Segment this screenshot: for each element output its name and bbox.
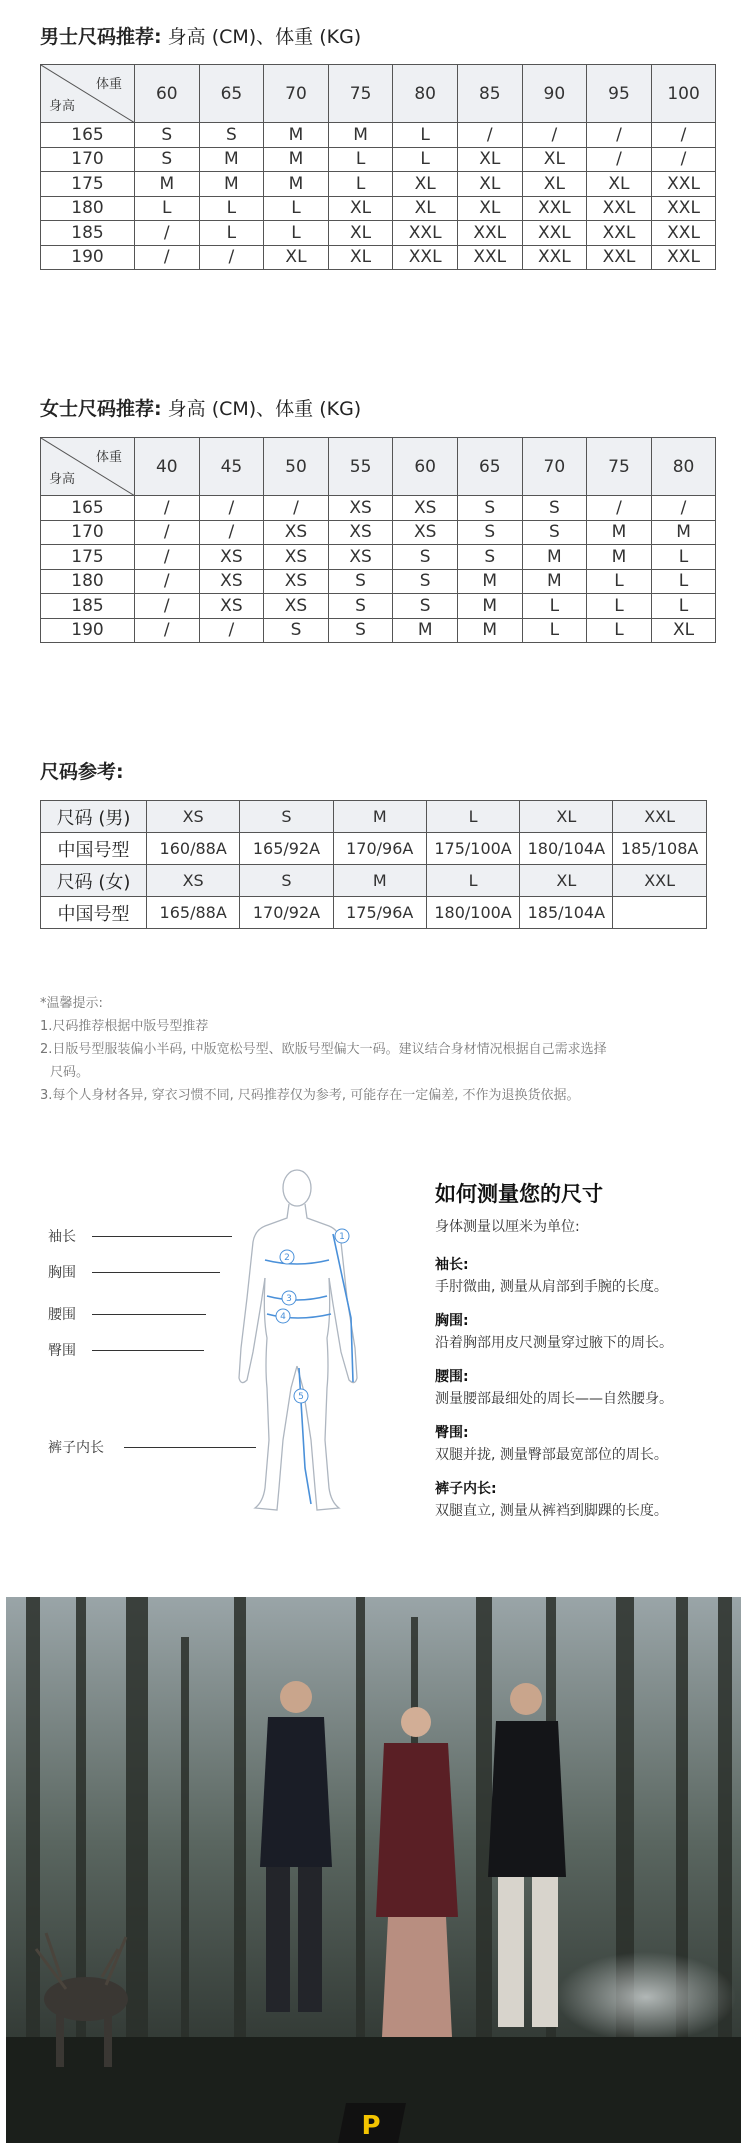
size-cell: L bbox=[651, 545, 716, 570]
ref-cell: 180/104A bbox=[520, 833, 613, 865]
size-cell: / bbox=[651, 496, 716, 521]
size-cell: XXL bbox=[651, 221, 716, 246]
ref-cell: 185/104A bbox=[520, 897, 613, 929]
ref-cell: S bbox=[240, 801, 333, 833]
weight-header: 85 bbox=[457, 65, 522, 123]
leader-line bbox=[92, 1350, 204, 1351]
ref-cell bbox=[613, 897, 706, 929]
size-cell: M bbox=[651, 520, 716, 545]
height-axis-label: 身高 bbox=[49, 472, 76, 487]
size-cell: M bbox=[457, 594, 522, 619]
size-cell: / bbox=[587, 496, 652, 521]
measure-title: 如何测量您的尺寸 bbox=[435, 1182, 603, 1206]
marker-2: 2 bbox=[284, 1253, 290, 1263]
ref-cell: M bbox=[333, 801, 426, 833]
table-row bbox=[41, 196, 716, 221]
size-cell: S bbox=[393, 545, 458, 570]
tips-section bbox=[40, 992, 607, 1107]
size-cell: XS bbox=[199, 594, 264, 619]
ref-cell: 170/92A bbox=[240, 897, 333, 929]
weight-header: 40 bbox=[135, 438, 200, 496]
height-label: 180 bbox=[41, 569, 135, 594]
weight-header: 90 bbox=[522, 65, 587, 123]
table-row bbox=[41, 147, 716, 172]
measure-item-desc: 测量腰部最细处的周长——自然腰身。 bbox=[435, 1391, 673, 1407]
women-size-heading: 女士尺码推荐: 身高 (CM)、体重 (KG) bbox=[40, 398, 362, 420]
size-cell: XS bbox=[328, 520, 393, 545]
table-row bbox=[41, 801, 707, 833]
ref-cell: L bbox=[426, 801, 519, 833]
weight-header: 75 bbox=[328, 65, 393, 123]
measure-item-name: 腰围: bbox=[435, 1369, 469, 1385]
label-inseam: 裤子内长 bbox=[48, 1440, 104, 1456]
size-cell: / bbox=[587, 147, 652, 172]
table-row bbox=[41, 520, 716, 545]
marker-3: 3 bbox=[286, 1294, 292, 1304]
weight-header: 60 bbox=[135, 65, 200, 123]
size-cell: L bbox=[328, 172, 393, 197]
table-row bbox=[41, 833, 707, 865]
size-cell: / bbox=[135, 245, 200, 270]
size-cell: / bbox=[135, 496, 200, 521]
size-cell: S bbox=[135, 147, 200, 172]
size-cell: XL bbox=[393, 172, 458, 197]
weight-header: 50 bbox=[264, 438, 329, 496]
ref-cell: M bbox=[333, 865, 426, 897]
size-cell: M bbox=[328, 123, 393, 148]
height-label: 185 bbox=[41, 221, 135, 246]
size-cell: XS bbox=[264, 594, 329, 619]
size-cell: XS bbox=[199, 545, 264, 570]
size-cell: S bbox=[199, 123, 264, 148]
marker-4: 4 bbox=[280, 1312, 286, 1322]
size-cell: S bbox=[135, 123, 200, 148]
label-waist: 腰围 bbox=[48, 1307, 76, 1323]
height-label: 165 bbox=[41, 123, 135, 148]
size-cell: / bbox=[457, 123, 522, 148]
height-label: 170 bbox=[41, 147, 135, 172]
size-cell: L bbox=[135, 196, 200, 221]
measure-item-name: 裤子内长: bbox=[435, 1481, 497, 1497]
size-cell: XL bbox=[457, 196, 522, 221]
ref-cell: 175/100A bbox=[426, 833, 519, 865]
size-cell: M bbox=[199, 147, 264, 172]
size-cell: S bbox=[393, 569, 458, 594]
weight-header: 70 bbox=[522, 438, 587, 496]
size-reference-table bbox=[40, 800, 707, 929]
height-label: 185 bbox=[41, 594, 135, 619]
tip-line: 3.每个人身材各异, 穿衣习惯不同, 尺码推荐仅为参考, 可能存在一定偏差, 不作为退换货依据。 bbox=[40, 1088, 580, 1103]
size-cell: / bbox=[651, 123, 716, 148]
size-cell: L bbox=[587, 618, 652, 643]
size-cell: XS bbox=[264, 569, 329, 594]
table-corner-cell bbox=[41, 65, 135, 123]
weight-header: 55 bbox=[328, 438, 393, 496]
size-cell: XL bbox=[328, 196, 393, 221]
size-cell: XL bbox=[522, 172, 587, 197]
size-cell: L bbox=[264, 196, 329, 221]
leader-line bbox=[92, 1314, 206, 1315]
ref-row-label: 中国号型 bbox=[41, 833, 147, 865]
measure-item-desc: 手肘微曲, 测量从肩部到手腕的长度。 bbox=[435, 1279, 668, 1295]
table-row bbox=[41, 172, 716, 197]
men-size-table bbox=[40, 64, 716, 270]
table-row bbox=[41, 123, 716, 148]
brand-logo bbox=[338, 2103, 406, 2143]
height-label: 190 bbox=[41, 245, 135, 270]
size-cell: XL bbox=[264, 245, 329, 270]
ref-cell: XXL bbox=[613, 865, 706, 897]
size-cell: M bbox=[264, 147, 329, 172]
size-cell: L bbox=[393, 123, 458, 148]
height-label: 175 bbox=[41, 172, 135, 197]
weight-header: 65 bbox=[199, 65, 264, 123]
size-cell: XS bbox=[393, 520, 458, 545]
size-cell: L bbox=[199, 196, 264, 221]
size-cell: / bbox=[587, 123, 652, 148]
size-cell: XXL bbox=[522, 245, 587, 270]
ref-cell: XS bbox=[147, 801, 240, 833]
measure-item-desc: 双腿并拢, 测量臀部最宽部位的周长。 bbox=[435, 1447, 668, 1463]
ref-cell: 165/88A bbox=[147, 897, 240, 929]
size-cell: M bbox=[457, 618, 522, 643]
size-cell: XL bbox=[393, 196, 458, 221]
size-cell: XXL bbox=[393, 245, 458, 270]
size-cell: M bbox=[264, 172, 329, 197]
size-cell: M bbox=[199, 172, 264, 197]
size-cell: / bbox=[135, 545, 200, 570]
svg-text:P: P bbox=[361, 2111, 381, 2141]
tip-line: 尺码。 bbox=[50, 1065, 90, 1080]
weight-header: 100 bbox=[651, 65, 716, 123]
measure-item-name: 袖长: bbox=[435, 1257, 469, 1273]
ref-row-label: 尺码 (男) bbox=[41, 801, 147, 833]
ref-cell: XXL bbox=[613, 801, 706, 833]
height-label: 180 bbox=[41, 196, 135, 221]
ref-cell: 160/88A bbox=[147, 833, 240, 865]
size-cell: S bbox=[393, 594, 458, 619]
measure-item-desc: 沿着胸部用皮尺测量穿过腋下的周长。 bbox=[435, 1335, 673, 1351]
table-row bbox=[41, 865, 707, 897]
size-cell: / bbox=[135, 594, 200, 619]
size-cell: XS bbox=[199, 569, 264, 594]
measure-item-name: 臀围: bbox=[435, 1425, 469, 1441]
forest-models-photo bbox=[6, 1597, 741, 2143]
size-cell: XXL bbox=[651, 245, 716, 270]
size-cell: M bbox=[135, 172, 200, 197]
size-cell: L bbox=[587, 569, 652, 594]
size-cell: XL bbox=[457, 147, 522, 172]
ref-cell: XL bbox=[520, 801, 613, 833]
size-cell: L bbox=[522, 594, 587, 619]
size-cell: S bbox=[457, 545, 522, 570]
size-cell: XS bbox=[264, 520, 329, 545]
ref-cell: 165/92A bbox=[240, 833, 333, 865]
size-cell: L bbox=[651, 594, 716, 619]
size-cell: XL bbox=[328, 245, 393, 270]
weight-axis-label: 体重 bbox=[95, 77, 122, 92]
model-center bbox=[376, 1707, 458, 2037]
ref-cell: 170/96A bbox=[333, 833, 426, 865]
size-cell: M bbox=[522, 569, 587, 594]
table-row bbox=[41, 496, 716, 521]
size-cell: M bbox=[522, 545, 587, 570]
size-cell: / bbox=[264, 496, 329, 521]
weight-header: 95 bbox=[587, 65, 652, 123]
size-cell: L bbox=[199, 221, 264, 246]
weight-header: 75 bbox=[587, 438, 652, 496]
size-cell: S bbox=[328, 569, 393, 594]
table-corner-cell bbox=[41, 438, 135, 496]
table-row bbox=[41, 221, 716, 246]
table-row bbox=[41, 594, 716, 619]
size-cell: / bbox=[651, 147, 716, 172]
size-cell: M bbox=[393, 618, 458, 643]
size-cell: XXL bbox=[393, 221, 458, 246]
tip-line: 2.日版号型服装偏小半码, 中版宽松号型、欧版号型偏大一码。建议结合身材情况根据自己需求选择 bbox=[40, 1042, 607, 1057]
size-cell: S bbox=[522, 520, 587, 545]
size-cell: S bbox=[264, 618, 329, 643]
how-to-measure bbox=[435, 1178, 673, 1534]
size-cell: XXL bbox=[522, 221, 587, 246]
label-sleeve: 袖长 bbox=[48, 1229, 76, 1245]
leader-line bbox=[92, 1236, 232, 1237]
table-row bbox=[41, 618, 716, 643]
size-cell: S bbox=[522, 496, 587, 521]
height-label: 175 bbox=[41, 545, 135, 570]
table-row bbox=[41, 569, 716, 594]
marker-5: 5 bbox=[298, 1392, 304, 1402]
weight-axis-label: 体重 bbox=[95, 450, 122, 465]
size-cell: XL bbox=[457, 172, 522, 197]
size-cell: M bbox=[457, 569, 522, 594]
label-hip: 臀围 bbox=[48, 1343, 76, 1359]
height-label: 190 bbox=[41, 618, 135, 643]
size-cell: S bbox=[457, 520, 522, 545]
ref-cell: XL bbox=[520, 865, 613, 897]
measure-item-desc: 双腿直立, 测量从裤裆到脚踝的长度。 bbox=[435, 1503, 668, 1519]
size-cell: XS bbox=[393, 496, 458, 521]
ref-row-label: 尺码 (女) bbox=[41, 865, 147, 897]
measure-item-name: 胸围: bbox=[435, 1313, 469, 1329]
size-cell: XL bbox=[651, 618, 716, 643]
size-cell: M bbox=[587, 520, 652, 545]
size-cell: S bbox=[328, 618, 393, 643]
size-cell: S bbox=[457, 496, 522, 521]
size-cell: / bbox=[135, 520, 200, 545]
men-size-heading: 男士尺码推荐: 身高 (CM)、体重 (KG) bbox=[40, 26, 362, 48]
size-cell: M bbox=[264, 123, 329, 148]
size-cell: XS bbox=[264, 545, 329, 570]
size-cell: L bbox=[522, 618, 587, 643]
size-reference-heading: 尺码参考: bbox=[40, 761, 124, 783]
marker-1: 1 bbox=[339, 1232, 345, 1242]
weight-header: 65 bbox=[457, 438, 522, 496]
size-cell: / bbox=[199, 520, 264, 545]
size-cell: XS bbox=[328, 545, 393, 570]
size-cell: XXL bbox=[522, 196, 587, 221]
table-row bbox=[41, 245, 716, 270]
size-cell: XL bbox=[522, 147, 587, 172]
height-label: 170 bbox=[41, 520, 135, 545]
weight-header: 80 bbox=[651, 438, 716, 496]
size-cell: XL bbox=[587, 172, 652, 197]
size-cell: / bbox=[135, 221, 200, 246]
size-cell: S bbox=[328, 594, 393, 619]
size-cell: L bbox=[651, 569, 716, 594]
weight-header: 70 bbox=[264, 65, 329, 123]
weight-header: 80 bbox=[393, 65, 458, 123]
size-cell: L bbox=[328, 147, 393, 172]
size-cell: XXL bbox=[651, 196, 716, 221]
size-cell: XXL bbox=[457, 245, 522, 270]
size-cell: XXL bbox=[651, 172, 716, 197]
size-cell: / bbox=[135, 569, 200, 594]
size-cell: / bbox=[199, 618, 264, 643]
ref-cell: 185/108A bbox=[613, 833, 706, 865]
measure-subtitle: 身体测量以厘米为单位: bbox=[435, 1219, 580, 1235]
table-row bbox=[41, 545, 716, 570]
tips-title: *温馨提示: bbox=[40, 996, 103, 1011]
size-cell: XL bbox=[328, 221, 393, 246]
ref-cell: L bbox=[426, 865, 519, 897]
ref-cell: S bbox=[240, 865, 333, 897]
ref-cell: 175/96A bbox=[333, 897, 426, 929]
size-cell: XXL bbox=[587, 245, 652, 270]
size-cell: / bbox=[199, 496, 264, 521]
body-figure bbox=[225, 1168, 385, 1528]
weight-header: 45 bbox=[199, 438, 264, 496]
size-cell: / bbox=[135, 618, 200, 643]
leader-line bbox=[92, 1272, 220, 1273]
tip-line: 1.尺码推荐根据中版号型推荐 bbox=[40, 1019, 209, 1034]
ref-cell: XS bbox=[147, 865, 240, 897]
ref-cell: 180/100A bbox=[426, 897, 519, 929]
label-chest: 胸围 bbox=[48, 1265, 76, 1281]
table-row bbox=[41, 897, 707, 929]
size-cell: M bbox=[587, 545, 652, 570]
size-cell: XXL bbox=[457, 221, 522, 246]
ref-row-label: 中国号型 bbox=[41, 897, 147, 929]
weight-header: 60 bbox=[393, 438, 458, 496]
size-cell: / bbox=[199, 245, 264, 270]
height-axis-label: 身高 bbox=[49, 99, 76, 114]
size-cell: L bbox=[587, 594, 652, 619]
size-cell: L bbox=[393, 147, 458, 172]
size-cell: XXL bbox=[587, 221, 652, 246]
size-cell: / bbox=[522, 123, 587, 148]
height-label: 165 bbox=[41, 496, 135, 521]
size-cell: XS bbox=[328, 496, 393, 521]
size-cell: L bbox=[264, 221, 329, 246]
women-size-table bbox=[40, 437, 716, 643]
size-cell: XXL bbox=[587, 196, 652, 221]
